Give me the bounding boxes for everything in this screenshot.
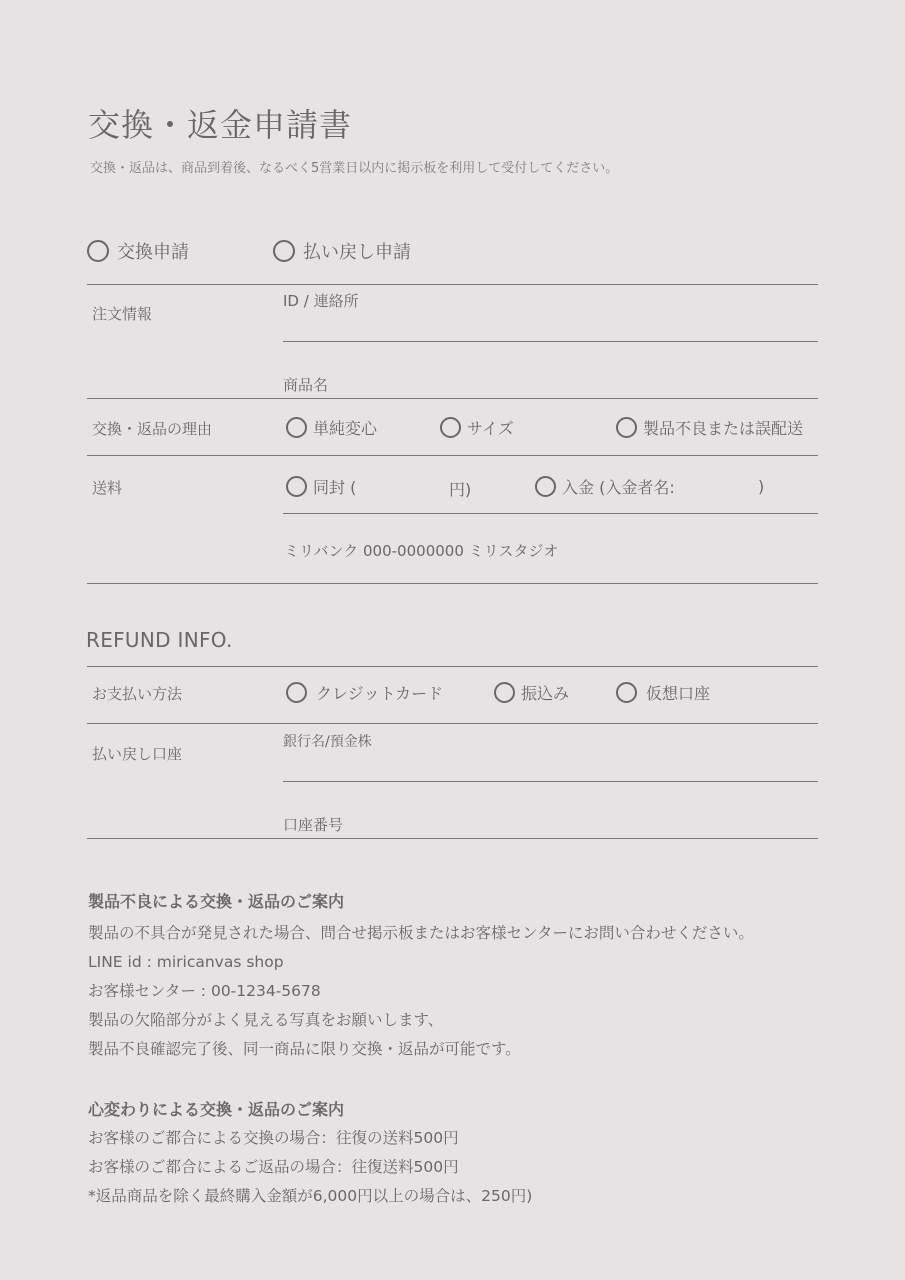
account-number-label: 口座番号 bbox=[283, 816, 344, 834]
exchange-request-option[interactable] bbox=[87, 238, 189, 264]
bank-account-info: ミリバンク 000-0000000 ミリスタジオ bbox=[284, 542, 559, 560]
radio-circle-icon[interactable] bbox=[440, 417, 461, 438]
divider bbox=[87, 455, 818, 456]
radio-circle-icon[interactable] bbox=[273, 240, 295, 262]
notice-line: 製品の不具合が発見された場合、問合せ掲示板またはお客様センターにお問い合わせください。 bbox=[88, 924, 754, 942]
product-name-label: 商品名 bbox=[283, 376, 329, 394]
radio-circle-icon[interactable] bbox=[87, 240, 109, 262]
radio-circle-icon[interactable] bbox=[286, 476, 307, 497]
notice-line: *返品商品を除く最終購入金額が6,000円以上の場合は、250円) bbox=[88, 1187, 533, 1205]
shipping-deposit-suffix: ) bbox=[758, 477, 765, 496]
reason-label: 交換・返品の理由 bbox=[92, 420, 213, 438]
notice-line: 製品の欠陥部分がよく見える写真をお願いします、 bbox=[88, 1011, 444, 1029]
notice-line: お客様のご都合によるご返品の場合：往復送料500円 bbox=[88, 1158, 459, 1176]
divider bbox=[283, 513, 818, 514]
id-contact-label: ID / 連絡所 bbox=[283, 292, 359, 310]
divider bbox=[87, 398, 818, 399]
payment-option-transfer[interactable]: 振込み bbox=[494, 681, 569, 704]
refund-account-label: 払い戻し口座 bbox=[92, 745, 183, 763]
radio-circle-icon[interactable] bbox=[616, 682, 637, 703]
defect-notice-title: 製品不良による交換・返品のご案内 bbox=[88, 892, 345, 911]
reason-option-change-of-mind[interactable]: 単純変心 bbox=[286, 416, 377, 439]
order-info-label: 注文情報 bbox=[92, 305, 153, 323]
exchange-request-label: 交換申請 bbox=[117, 242, 189, 263]
divider bbox=[87, 723, 818, 724]
notice-line: 製品不良確認完了後、同一商品に限り交換・返品が可能です。 bbox=[88, 1040, 521, 1058]
id-contact-field[interactable] bbox=[283, 341, 818, 342]
reason-option-size[interactable]: サイズ bbox=[440, 416, 514, 439]
shipping-enclose-suffix: 円) bbox=[449, 480, 472, 499]
notice-line: お客様のご都合による交換の場合：往復の送料500円 bbox=[88, 1129, 459, 1147]
divider bbox=[87, 666, 818, 667]
account-number-field[interactable] bbox=[87, 838, 818, 839]
bank-name-label: 銀行名/預金株 bbox=[283, 734, 372, 750]
notice-line: LINE id : miricanvas shop bbox=[88, 953, 284, 971]
shipping-option-enclose[interactable]: 同封 ( bbox=[286, 475, 356, 498]
notice-line: お客様センター : 00-1234-5678 bbox=[88, 982, 321, 1000]
divider bbox=[87, 583, 818, 584]
defect-notice-body bbox=[88, 919, 754, 1064]
change-notice-body bbox=[88, 1124, 532, 1211]
radio-circle-icon[interactable] bbox=[616, 417, 637, 438]
payment-option-virtual-account[interactable]: 仮想口座 bbox=[616, 681, 710, 704]
shipping-option-deposit[interactable]: 入金 (入金者名: bbox=[535, 475, 675, 498]
divider bbox=[87, 284, 818, 285]
change-notice-title: 心変わりによる交換・返品のご案内 bbox=[88, 1100, 345, 1119]
refund-info-heading: REFUND INFO. bbox=[86, 628, 233, 652]
page-title: 交換・返金申請書 bbox=[88, 106, 353, 144]
radio-circle-icon[interactable] bbox=[535, 476, 556, 497]
refund-request-option[interactable] bbox=[273, 238, 411, 264]
radio-circle-icon[interactable] bbox=[494, 682, 515, 703]
payment-option-credit-card[interactable]: クレジットカード bbox=[286, 681, 443, 704]
bank-name-field[interactable] bbox=[283, 781, 818, 782]
shipping-label: 送料 bbox=[92, 479, 123, 497]
radio-circle-icon[interactable] bbox=[286, 682, 307, 703]
reason-option-defect[interactable]: 製品不良または誤配送 bbox=[616, 416, 803, 439]
radio-circle-icon[interactable] bbox=[286, 417, 307, 438]
refund-request-label: 払い戻し申請 bbox=[303, 242, 411, 263]
page-subtitle: 交換・返品は、商品到着後、なるべく5営業日以内に掲示板を利用して受付してください。 bbox=[90, 161, 619, 176]
payment-method-label: お支払い方法 bbox=[92, 685, 183, 703]
